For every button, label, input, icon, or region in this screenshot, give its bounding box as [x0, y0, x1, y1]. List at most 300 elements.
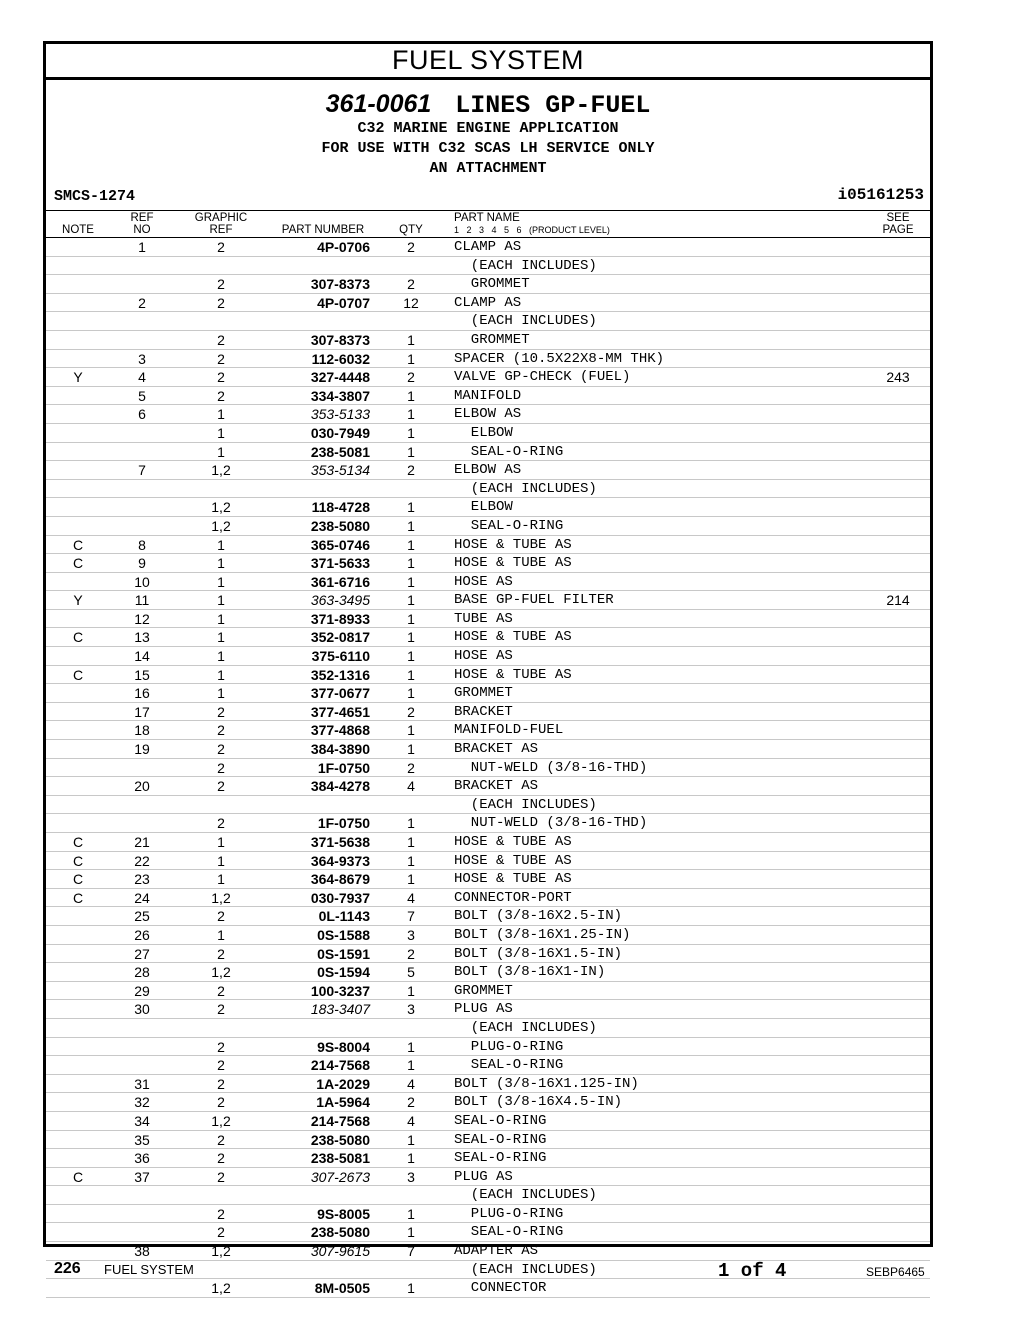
table-row [46, 721, 930, 740]
part-name-cell: (EACH INCLUDES) [454, 1187, 597, 1204]
table-row [46, 852, 930, 871]
qty-cell: 1 [407, 499, 415, 516]
table-row [46, 536, 930, 555]
qty-cell: 1 [407, 331, 415, 348]
footer-section: FUEL SYSTEM [104, 1262, 194, 1277]
table-row [46, 554, 930, 573]
ref-no-cell: 9 [138, 555, 146, 572]
qty-cell: 1 [407, 555, 415, 572]
note-cell: C [72, 852, 84, 869]
table-row [46, 238, 930, 257]
table-row [46, 387, 930, 406]
graphic-ref-cell: 2 [217, 1224, 225, 1241]
qty-cell: 1 [407, 1131, 415, 1148]
qty-cell: 1 [407, 610, 415, 627]
part-number-cell: 238-5080 [310, 1224, 370, 1241]
graphic-ref-cell: 1 [217, 648, 225, 665]
note-cell: C [72, 1168, 84, 1185]
part-name-cell: (EACH INCLUDES) [454, 1261, 597, 1278]
part-number-cell: 371-5633 [310, 555, 370, 572]
qty-cell: 1 [407, 666, 415, 683]
note-cell: C [72, 834, 84, 850]
part-number-cell: 307-8373 [310, 276, 370, 293]
table-row [46, 275, 930, 294]
ref-no-cell: 6 [138, 406, 146, 423]
ref-no-cell: 2 [138, 294, 146, 311]
part-name-cell: SEAL-O-RING [454, 1224, 564, 1241]
part-number-cell: 214-7568 [310, 1057, 370, 1074]
qty-cell: 1 [407, 648, 415, 665]
ref-no-cell: 21 [134, 834, 150, 850]
part-number-cell: 384-3890 [310, 741, 370, 758]
part-name-cell: SEAL-O-RING [454, 1150, 547, 1167]
part-name-cell: (EACH INCLUDES) [454, 1019, 597, 1036]
part-number-cell: 4P-0707 [317, 294, 370, 311]
graphic-ref-cell: 2 [217, 1001, 225, 1018]
graphic-ref-cell: 2 [217, 331, 225, 348]
graphic-ref-cell: 2 [217, 1131, 225, 1148]
qty-cell: 7 [407, 1243, 415, 1260]
qty-cell: 2 [407, 239, 415, 255]
ref-no-cell: 35 [134, 1131, 150, 1148]
part-number-cell: 112-6032 [311, 350, 370, 367]
part-name-cell: HOSE & TUBE AS [454, 871, 572, 888]
table-row [46, 480, 930, 499]
graphic-ref-cell: 2 [217, 294, 225, 311]
qty-cell: 7 [407, 908, 415, 925]
table-row [46, 703, 930, 722]
ref-no-cell: 25 [134, 908, 150, 925]
qty-cell: 1 [407, 722, 415, 739]
part-name-cell: HOSE & TUBE AS [454, 555, 572, 572]
table-row [46, 331, 930, 350]
graphic-ref-cell: 2 [217, 239, 225, 255]
col-qty: QTY [399, 224, 423, 236]
graphic-ref-cell: 1,2 [211, 1280, 231, 1297]
qty-cell: 4 [407, 889, 415, 906]
part-number-cell: 238-5080 [310, 1131, 370, 1148]
see-page-cell: 243 [886, 369, 910, 386]
part-number-cell: 364-9373 [310, 852, 370, 869]
qty-cell: 4 [407, 778, 415, 795]
note-cell: Y [73, 369, 83, 386]
part-name-cell: BOLT (3/8-16X2.5-IN) [454, 908, 623, 925]
col-product-levels: 1 2 3 4 5 6 (PRODUCT LEVEL) [454, 225, 610, 235]
qty-cell: 1 [407, 573, 415, 590]
qty-cell: 1 [407, 592, 415, 609]
qty-cell: 1 [407, 1038, 415, 1055]
part-number-cell: 1F-0750 [317, 815, 370, 832]
part-name-cell: PLUG-O-RING [454, 1205, 564, 1222]
group-subtitle-1: C32 MARINE ENGINE APPLICATION [357, 120, 619, 137]
part-number-cell: 238-5081 [310, 1150, 370, 1167]
group-name: LINES GP-FUEL [455, 91, 651, 120]
graphic-ref-cell: 1,2 [211, 462, 231, 479]
graphic-ref-cell: 2 [217, 815, 225, 832]
graphic-ref-cell: 1 [217, 536, 225, 553]
table-row [46, 833, 930, 852]
qty-cell: 1 [407, 387, 415, 404]
part-number-cell: 327-4448 [310, 369, 370, 386]
part-name-cell: TUBE AS [454, 610, 513, 627]
ref-no-cell: 10 [134, 573, 150, 590]
note-cell: C [72, 536, 84, 553]
part-name-cell: HOSE & TUBE AS [454, 852, 572, 869]
part-number-cell: 238-5080 [310, 517, 370, 534]
part-name-cell: BOLT (3/8-16X1.25-IN) [454, 926, 631, 943]
table-row [46, 1131, 930, 1150]
ref-no-cell: 7 [138, 462, 146, 479]
graphic-ref-cell: 2 [217, 1057, 225, 1074]
qty-cell: 1 [407, 443, 415, 460]
part-name-cell: HOSE & TUBE AS [454, 536, 572, 553]
part-number-cell: 030-7937 [310, 889, 370, 906]
ref-no-cell: 8 [138, 536, 146, 553]
graphic-ref-cell: 1 [217, 926, 225, 943]
part-number-cell: 352-0817 [310, 629, 370, 646]
part-name-cell: HOSE AS [454, 648, 513, 665]
table-row [46, 814, 930, 833]
part-number-cell: 9S-8004 [317, 1038, 370, 1055]
table-row [46, 517, 930, 536]
part-name-cell: BOLT (3/8-16X1.5-IN) [454, 945, 623, 962]
part-name-cell: PLUG-O-RING [454, 1038, 564, 1055]
table-row [46, 443, 930, 462]
table-row [46, 684, 930, 703]
col-graphic: GRAPHIC [194, 212, 248, 224]
qty-cell: 1 [407, 406, 415, 423]
ref-no-cell: 37 [134, 1168, 150, 1185]
illustration-id: i05161253 [837, 186, 924, 204]
qty-cell: 1 [407, 1205, 415, 1222]
part-number-cell: 364-8679 [310, 871, 370, 888]
col-see: SEE [886, 212, 910, 224]
part-name-cell: BOLT (3/8-16X4.5-IN) [454, 1094, 623, 1111]
part-number-cell: 0S-1594 [317, 964, 370, 981]
part-name-cell: BRACKET AS [454, 778, 539, 795]
table-row [46, 759, 930, 778]
column-header [46, 211, 930, 238]
part-number-cell: 353-5134 [310, 462, 370, 479]
qty-cell: 1 [407, 1057, 415, 1074]
part-name-cell: CONNECTOR [454, 1280, 547, 1297]
ref-no-cell: 18 [134, 722, 150, 739]
note-cell: C [72, 555, 84, 572]
graphic-ref-cell: 2 [217, 759, 225, 776]
part-name-cell: BASE GP-FUEL FILTER [454, 592, 614, 609]
qty-cell: 4 [407, 1112, 415, 1129]
part-name-cell: CONNECTOR-PORT [454, 889, 572, 906]
part-name-cell: GROMMET [454, 276, 530, 293]
table-row [46, 610, 930, 629]
table-row [46, 368, 930, 387]
part-name-cell: SEAL-O-RING [454, 1131, 547, 1148]
part-name-cell: ELBOW [454, 424, 513, 441]
ref-no-cell: 38 [134, 1243, 150, 1260]
qty-cell: 2 [407, 945, 415, 962]
graphic-ref-cell: 2 [217, 778, 225, 795]
qty-cell: 3 [407, 926, 415, 943]
graphic-ref-cell: 1 [217, 629, 225, 646]
table-row [46, 666, 930, 685]
part-number-cell: 371-5638 [310, 834, 370, 850]
table-row [46, 1000, 930, 1019]
graphic-ref-cell: 2 [217, 1038, 225, 1055]
part-name-cell: SEAL-O-RING [454, 443, 564, 460]
table-row [46, 907, 930, 926]
part-name-cell: VALVE GP-CHECK (FUEL) [454, 369, 631, 386]
table-row [46, 740, 930, 759]
table-row [46, 777, 930, 796]
ref-no-cell: 15 [134, 666, 150, 683]
graphic-ref-cell: 2 [217, 722, 225, 739]
ref-no-cell: 13 [134, 629, 150, 646]
qty-cell: 1 [407, 424, 415, 441]
qty-cell: 3 [407, 1168, 415, 1185]
part-number-cell: 352-1316 [310, 666, 370, 683]
graphic-ref-cell: 2 [217, 945, 225, 962]
graphic-ref-cell: 2 [217, 908, 225, 925]
part-name-cell: BRACKET [454, 703, 513, 720]
part-name-cell: HOSE & TUBE AS [454, 834, 572, 850]
part-name-cell: GROMMET [454, 685, 513, 702]
part-name-cell: HOSE AS [454, 573, 513, 590]
table-row [46, 628, 930, 647]
ref-no-cell: 24 [134, 889, 150, 906]
part-name-cell: MANIFOLD-FUEL [454, 722, 564, 739]
part-number-cell: 353-5133 [310, 406, 370, 423]
table-row [46, 424, 930, 443]
part-number-cell: 334-3807 [310, 387, 370, 404]
table-row [46, 870, 930, 889]
qty-cell: 1 [407, 1224, 415, 1241]
note-cell: C [72, 629, 84, 646]
table-row [46, 1019, 930, 1038]
graphic-ref-cell: 1,2 [211, 1112, 231, 1129]
part-name-cell: ELBOW AS [454, 462, 522, 479]
part-number-cell: 363-3495 [310, 592, 370, 609]
part-name-cell: NUT-WELD (3/8-16-THD) [454, 759, 648, 776]
table-row [46, 889, 930, 908]
see-page-cell: 214 [886, 592, 910, 609]
part-number-cell: 0S-1591 [317, 945, 370, 962]
qty-cell: 1 [407, 815, 415, 832]
qty-cell: 5 [407, 964, 415, 981]
table-row [46, 573, 930, 592]
part-name-cell: CLAMP AS [454, 294, 522, 311]
parts-table [46, 238, 930, 1298]
graphic-ref-cell: 2 [217, 369, 225, 386]
graphic-ref-cell: 2 [217, 703, 225, 720]
qty-cell: 2 [407, 369, 415, 386]
graphic-ref-cell: 1,2 [211, 1243, 231, 1260]
ref-no-cell: 17 [134, 703, 150, 720]
ref-no-cell: 14 [134, 648, 150, 665]
group-number: 361-0061 [325, 90, 432, 118]
part-number-cell: 307-8373 [310, 331, 370, 348]
part-number-cell: 1F-0750 [317, 759, 370, 776]
table-row [46, 945, 930, 964]
part-number-cell: 030-7949 [310, 424, 370, 441]
qty-cell: 1 [407, 852, 415, 869]
qty-cell: 2 [407, 462, 415, 479]
graphic-ref-cell: 1 [217, 443, 225, 460]
graphic-ref-cell: 1,2 [211, 517, 231, 534]
qty-cell: 1 [407, 685, 415, 702]
graphic-ref-cell: 1 [217, 666, 225, 683]
part-name-cell: (EACH INCLUDES) [454, 796, 597, 813]
ref-no-cell: 19 [134, 741, 150, 758]
table-row [46, 796, 930, 815]
part-name-cell: BOLT (3/8-16X1.125-IN) [454, 1075, 639, 1092]
part-number-cell: 9S-8005 [317, 1205, 370, 1222]
part-name-cell: (EACH INCLUDES) [454, 257, 597, 274]
part-number-cell: 0L-1143 [318, 908, 370, 925]
part-name-cell: (EACH INCLUDES) [454, 480, 597, 497]
qty-cell: 1 [407, 629, 415, 646]
ref-no-cell: 29 [134, 982, 150, 999]
qty-cell: 1 [407, 834, 415, 850]
graphic-ref-cell: 2 [217, 741, 225, 758]
table-row [46, 1205, 930, 1224]
note-cell: Y [73, 592, 83, 609]
part-number-cell: 307-2673 [310, 1168, 370, 1185]
table-row [46, 257, 930, 276]
part-name-cell: ELBOW AS [454, 406, 522, 423]
col-note: NOTE [62, 224, 94, 236]
table-row [46, 498, 930, 517]
part-name-cell: SPACER (10.5X22X8-MM THK) [454, 350, 665, 367]
ref-no-cell: 12 [134, 610, 150, 627]
ref-no-cell: 31 [134, 1075, 150, 1092]
ref-no-cell: 3 [138, 350, 146, 367]
table-row [46, 1038, 930, 1057]
qty-cell: 1 [407, 350, 415, 367]
table-row [46, 1056, 930, 1075]
part-name-cell: HOSE & TUBE AS [454, 666, 572, 683]
graphic-ref-cell: 2 [217, 1075, 225, 1092]
qty-cell: 1 [407, 536, 415, 553]
part-number-cell: 183-3407 [310, 1001, 370, 1018]
ref-no-cell: 32 [134, 1094, 150, 1111]
part-name-cell: PLUG AS [454, 1168, 513, 1185]
part-name-cell: GROMMET [454, 982, 513, 999]
part-number-cell: 377-4651 [310, 703, 370, 720]
table-row [46, 1242, 930, 1261]
ref-no-cell: 4 [138, 369, 146, 386]
col-ref: REF [130, 212, 154, 224]
ref-no-cell: 11 [134, 592, 150, 609]
ref-no-cell: 22 [134, 852, 150, 869]
part-name-cell: HOSE & TUBE AS [454, 629, 572, 646]
graphic-ref-cell: 2 [217, 276, 225, 293]
group-subtitle-3: AN ATTACHMENT [429, 160, 547, 177]
part-name-cell: BRACKET AS [454, 741, 539, 758]
part-number-cell: 8M-0505 [314, 1280, 370, 1297]
graphic-ref-cell: 2 [217, 1094, 225, 1111]
qty-cell: 1 [407, 741, 415, 758]
group-title [46, 90, 930, 120]
group-subtitle-2: FOR USE WITH C32 SCAS LH SERVICE ONLY [321, 140, 655, 157]
ref-no-cell: 26 [134, 926, 150, 943]
section-title: FUEL SYSTEM [46, 44, 930, 80]
col-see-page: PAGE [882, 224, 914, 236]
part-name-cell: SEAL-O-RING [454, 1057, 564, 1074]
table-row [46, 1168, 930, 1187]
part-number-cell: 371-8933 [310, 610, 370, 627]
qty-cell: 1 [407, 1150, 415, 1167]
table-row [46, 312, 930, 331]
table-row [46, 591, 930, 610]
part-name-cell: (EACH INCLUDES) [454, 313, 597, 330]
ref-no-cell: 1 [138, 239, 146, 255]
ref-no-cell: 30 [134, 1001, 150, 1018]
part-number-cell: 361-6716 [310, 573, 370, 590]
qty-cell: 3 [407, 1001, 415, 1018]
table-row [46, 963, 930, 982]
qty-cell: 1 [407, 982, 415, 999]
qty-cell: 12 [403, 294, 419, 311]
note-cell: C [72, 666, 84, 683]
part-name-cell: PLUG AS [454, 1001, 513, 1018]
qty-cell: 2 [407, 276, 415, 293]
smcs-code: SMCS-1274 [54, 188, 136, 205]
part-number-cell: 4P-0706 [317, 239, 370, 255]
graphic-ref-cell: 2 [217, 1205, 225, 1222]
table-row [46, 1093, 930, 1112]
graphic-ref-cell: 2 [217, 350, 225, 367]
part-name-cell: ADAPTER AS [454, 1243, 539, 1260]
graphic-ref-cell: 1 [217, 424, 225, 441]
ref-no-cell: 34 [134, 1112, 150, 1129]
page-footer [0, 1260, 1020, 1290]
table-row [46, 1186, 930, 1205]
col-part-name: PART NAME [454, 212, 520, 224]
col-part-number: PART NUMBER [281, 224, 365, 236]
qty-cell: 1 [407, 871, 415, 888]
graphic-ref-cell: 2 [217, 387, 225, 404]
part-number-cell: 377-4868 [310, 722, 370, 739]
table-row [46, 926, 930, 945]
part-number-cell: 375-6110 [311, 648, 370, 665]
part-number-cell: 238-5081 [310, 443, 370, 460]
ref-no-cell: 23 [134, 871, 150, 888]
ref-no-cell: 20 [134, 778, 150, 795]
part-number-cell: 100-3237 [310, 982, 370, 999]
table-row [46, 405, 930, 424]
table-row [46, 461, 930, 480]
part-name-cell: SEAL-O-RING [454, 517, 564, 534]
document-id: SEBP6465 [866, 1265, 925, 1279]
graphic-ref-cell: 2 [217, 982, 225, 999]
graphic-ref-cell: 1 [217, 406, 225, 423]
note-cell: C [72, 889, 84, 906]
graphic-ref-cell: 1 [217, 834, 225, 850]
graphic-ref-cell: 1 [217, 573, 225, 590]
page-of: 1 of 4 [718, 1260, 787, 1282]
page-number: 226 [54, 1260, 81, 1277]
table-row [46, 1149, 930, 1168]
col-no: NO [133, 224, 151, 236]
graphic-ref-cell: 1,2 [211, 964, 231, 981]
graphic-ref-cell: 1 [217, 555, 225, 572]
part-name-cell: GROMMET [454, 331, 530, 348]
note-cell: C [72, 871, 84, 888]
qty-cell: 1 [407, 1280, 415, 1297]
graphic-ref-cell: 1 [217, 871, 225, 888]
qty-cell: 1 [407, 517, 415, 534]
table-row [46, 350, 930, 369]
